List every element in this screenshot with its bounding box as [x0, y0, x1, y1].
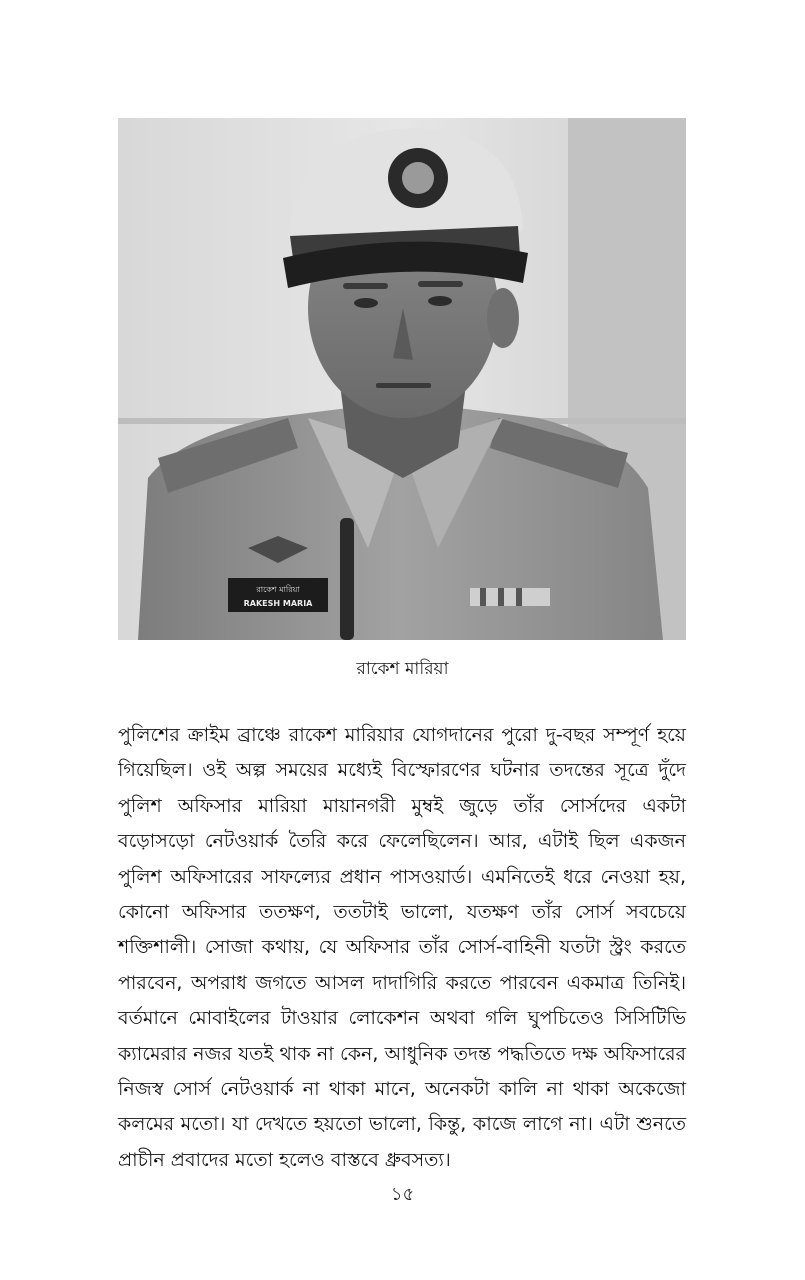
photo-caption: রাকেশ মারিয়া — [356, 659, 449, 679]
page-number: ১৫ — [390, 1184, 415, 1205]
nameplate-bengali: রাকেশ মারিয়া — [256, 585, 300, 594]
officer-photo — [118, 118, 686, 640]
officer-portrait-illustration — [118, 118, 686, 640]
nameplate-english: RAKESH MARIA — [243, 599, 313, 608]
body-paragraph: পুলিশের ক্রাইম ব্রাঞ্চে রাকেশ মারিয়ার যোগদানের পুরো দু-বছর সম্পূর্ণ হয়ে গিয়েছিল। ওই অল্প সময়ের মধ্যেই বিস্ফোরণের ঘটনার তদন্তের সূত্রে দুঁদে পুলিশ অফিসার মারিয়া মায়ানগরী মুম্বই জুড়ে তাঁর সোর্সদের একটা বড়োসড়ো নেটওয়ার্ক তৈরি করে ফেলেছিলেন। আর, এটাই ছিল একজন পুলিশ অফিসারের সাফল্যের প্রধান পাসওয়ার্ড। এমনিতেই ধরে নেওয়া হয়, কোনো অফিসার ততক্ষণ, ততটাই ভালো, যতক্ষণ তাঁর সোর্স সবচেয়ে শক্তিশালী। সোজা কথায়, যে অফিসার তাঁর সোর্স-বাহিনী যতটা স্ট্রং করতে পারবেন, অপরাধ জগতে আসল দাদাগিরি করতে পারবেন একমাত্র তিনিই। বর্তমানে মোবাইলের টাওয়ার লোকেশন অথবা গলি ঘুপচিতেও সিসিটিভি ক্যামেরার নজর যতই থাক না কেন, আধুনিক তদন্ত পদ্ধতিতে দক্ষ অফিসারের নিজস্ব সোর্স নেটওয়ার্ক না থাকা মানে, অনেকটা কালি না থাকা অকেজো কলমের মতো। যা দেখতে হয়তো ভালো, কিন্তু, কাজে লাগে না। এটা শুনতে প্রাচীন প্রবাদের মতো হলেও বাস্তবে ধ্রুবসত্য। — [118, 724, 686, 1171]
